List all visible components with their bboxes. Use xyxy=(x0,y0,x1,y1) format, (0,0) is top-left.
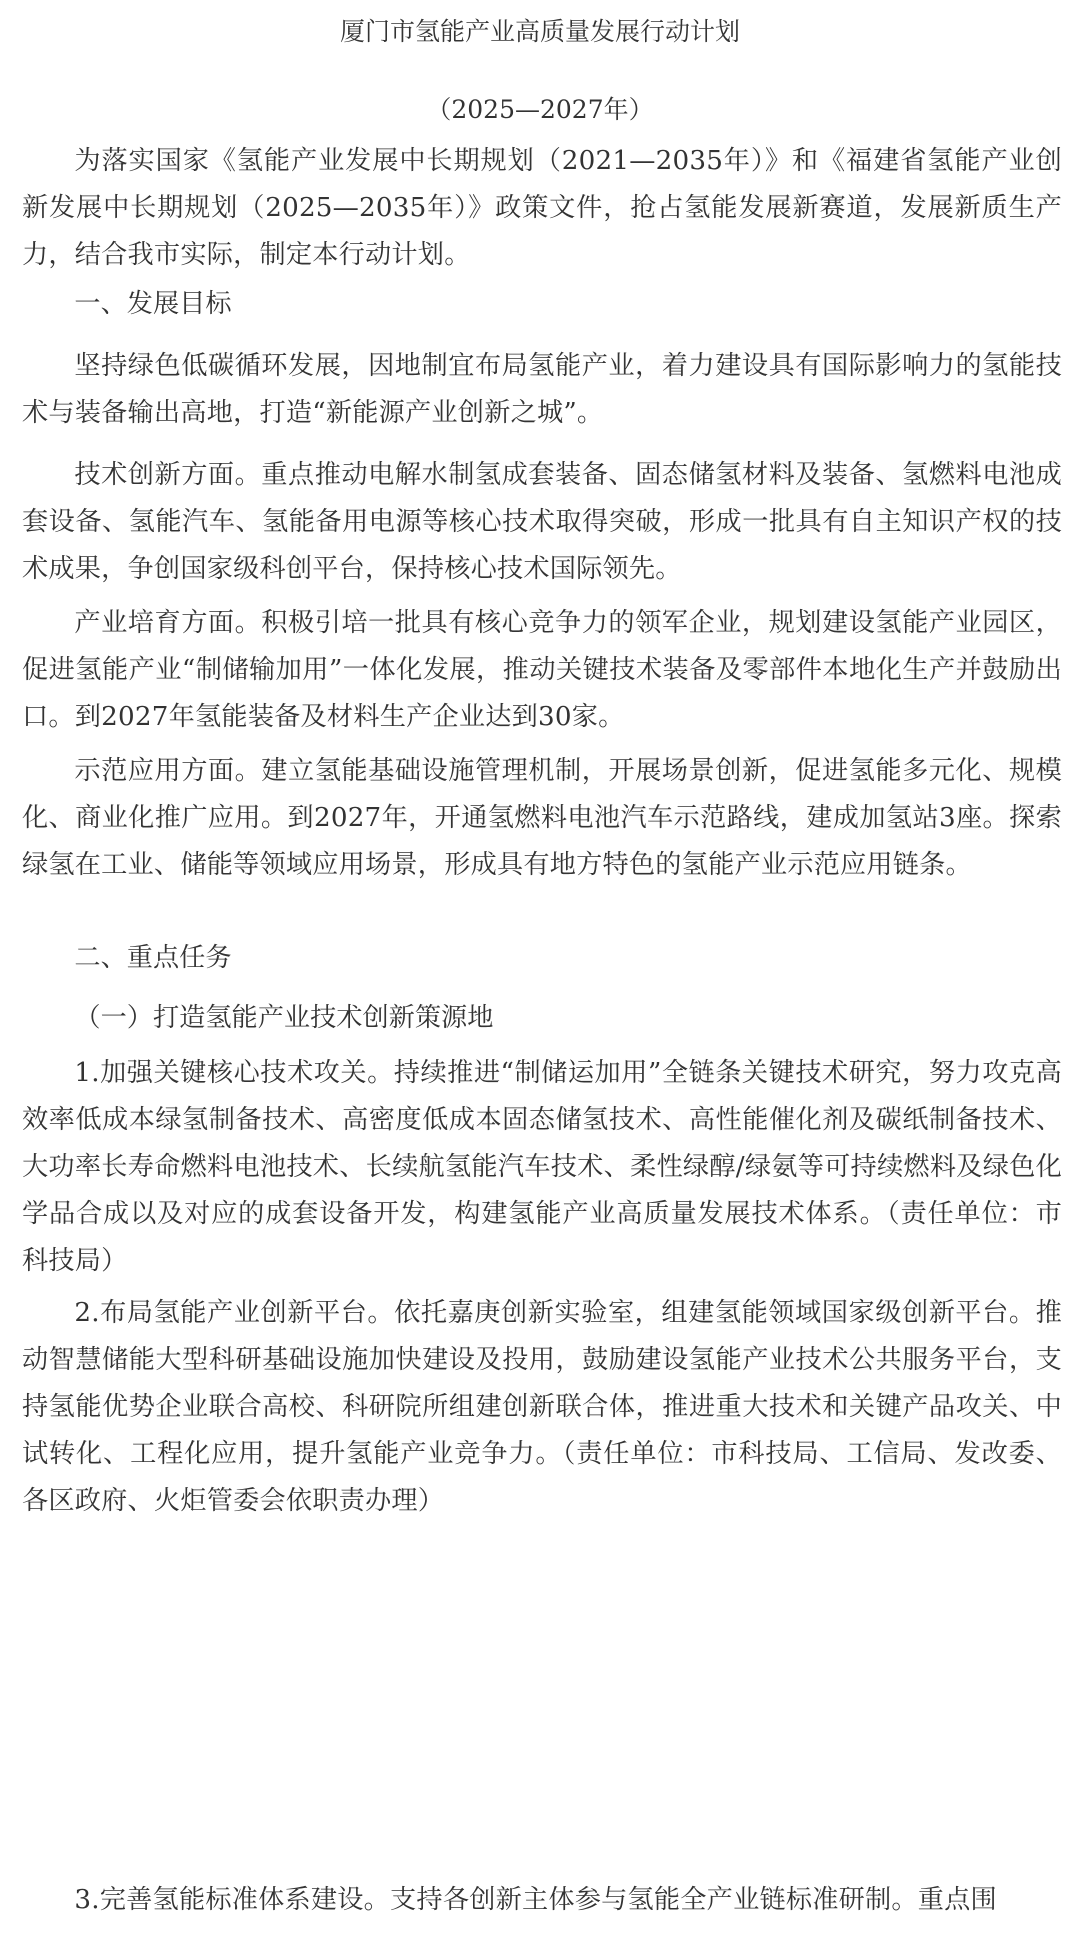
goal-application-paragraph: 示范应用方面。建立氢能基础设施管理机制，开展场景创新，促进氢能多元化、规模化、商业化推广应用。到2027年，开通氢燃料电池汽车示范路线，建成加氢站3座。探索绿氢在工业、储能等领域应用场景，形成具有地方特色的氢能产业示范应用链条。 xyxy=(22,756,1062,880)
goal-overview-paragraph: 坚持绿色低碳循环发展，因地制宜布局氢能产业，着力建设具有国际影响力的氢能技术与装备输出高地，打造“新能源产业创新之城”。 xyxy=(22,351,1062,428)
document-subtitle: （2025—2027年） xyxy=(426,95,654,124)
subsection-heading-innovation: （一）打造氢能产业技术创新策源地 xyxy=(74,1003,494,1033)
task-3-paragraph: 3.完善氢能标准体系建设。支持各创新主体参与氢能全产业链标准研制。重点围 xyxy=(74,1885,997,1915)
goal-industry-paragraph: 产业培育方面。积极引培一批具有核心竞争力的领军企业，规划建设氢能产业园区，促进氢能产业“制储输加用”一体化发展，推动关键技术装备及零部件本地化生产并鼓励出口。到2027年氢能装备及材料生产企业达到30家。 xyxy=(22,608,1062,732)
goal-tech-paragraph: 技术创新方面。重点推动电解水制氢成套装备、固态储氢材料及装备、氢燃料电池成套设备、氢能汽车、氢能备用电源等核心技术取得突破，形成一批具有自主知识产权的技术成果，争创国家级科创平台，保持核心技术国际领先。 xyxy=(22,460,1062,584)
intro-paragraph: 为落实国家《氢能产业发展中长期规划（2021—2035年）》和《福建省氢能产业创新发展中长期规划（2025—2035年）》政策文件，抢占氢能发展新赛道，发展新质生产力，结合我市实际，制定本行动计划。 xyxy=(22,146,1062,270)
task-1-paragraph: 1.加强关键核心技术攻关。持续推进“制储运加用”全链条关键技术研究，努力攻克高效率低成本绿氢制备技术、高密度低成本固态储氢技术、高性能催化剂及碳纸制备技术、大功率长寿命燃料电池技术、长续航氢能汽车技术、柔性绿醇/绿氨等可持续燃料及绿色化学品合成以及对应的成套设备开发，构建氢能产业高质量发展技术体系。（责任单位：市科技局） xyxy=(22,1058,1062,1276)
section-heading-tasks: 二、重点任务 xyxy=(74,943,232,973)
section-heading-goals: 一、发展目标 xyxy=(74,289,232,319)
task-2-paragraph: 2.布局氢能产业创新平台。依托嘉庚创新实验室，组建氢能领域国家级创新平台。推动智慧储能大型科研基础设施加快建设及投用，鼓励建设氢能产业技术公共服务平台，支持氢能优势企业联合高校、科研院所组建创新联合体，推进重大技术和关键产品攻关、中试转化、工程化应用，提升氢能产业竞争力。（责任单位：市科技局、工信局、发改委、各区政府、火炬管委会依职责办理） xyxy=(22,1298,1062,1516)
document-title: 厦门市氢能产业高质量发展行动计划 xyxy=(339,17,740,46)
